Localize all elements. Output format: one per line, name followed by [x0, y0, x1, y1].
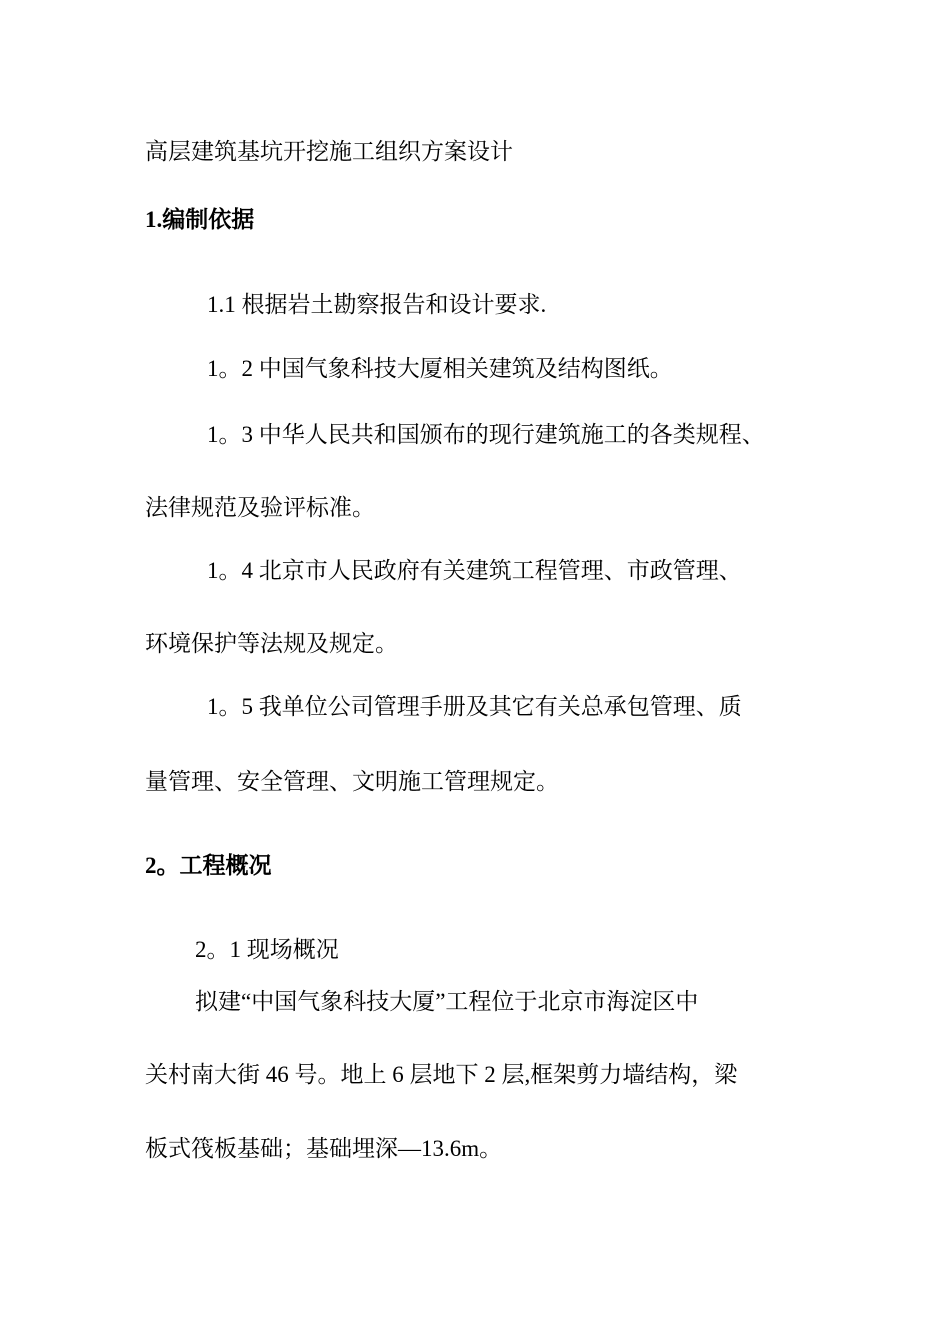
- section-1-item-3: 1。3 中华人民共和国颁布的现行建筑施工的各类规程、: [207, 422, 765, 447]
- section-2-subheading: 2。1 现场概况: [195, 937, 339, 962]
- section-2-heading: 2。工程概况: [145, 853, 272, 878]
- section-1-item-2: 1。2 中国气象科技大厦相关建筑及结构图纸。: [207, 356, 673, 381]
- section-1-item-4-continued: 环境保护等法规及规定。: [145, 631, 398, 656]
- document-title: 高层建筑基坑开挖施工组织方案设计: [145, 139, 513, 164]
- section-1-item-1: 1.1 根据岩土勘察报告和设计要求.: [207, 292, 547, 317]
- section-2-paragraph-line-1: 拟建“中国气象科技大厦”工程位于北京市海淀区中: [195, 989, 699, 1014]
- section-2-paragraph-line-3: 板式筏板基础；基础埋深—13.6m。: [145, 1136, 503, 1161]
- section-1-item-3-continued: 法律规范及验评标准。: [145, 495, 375, 520]
- section-2-paragraph-line-2: 关村南大街 46 号。地上 6 层地下 2 层,框架剪力墙结构，梁: [145, 1062, 738, 1087]
- section-1-heading: 1.编制依据: [145, 207, 255, 232]
- section-1-item-5-continued: 量管理、安全管理、文明施工管理规定。: [145, 769, 559, 794]
- section-1-item-4: 1。4 北京市人民政府有关建筑工程管理、市政管理、: [207, 558, 742, 583]
- section-1-item-5: 1。5 我单位公司管理手册及其它有关总承包管理、质: [207, 694, 742, 719]
